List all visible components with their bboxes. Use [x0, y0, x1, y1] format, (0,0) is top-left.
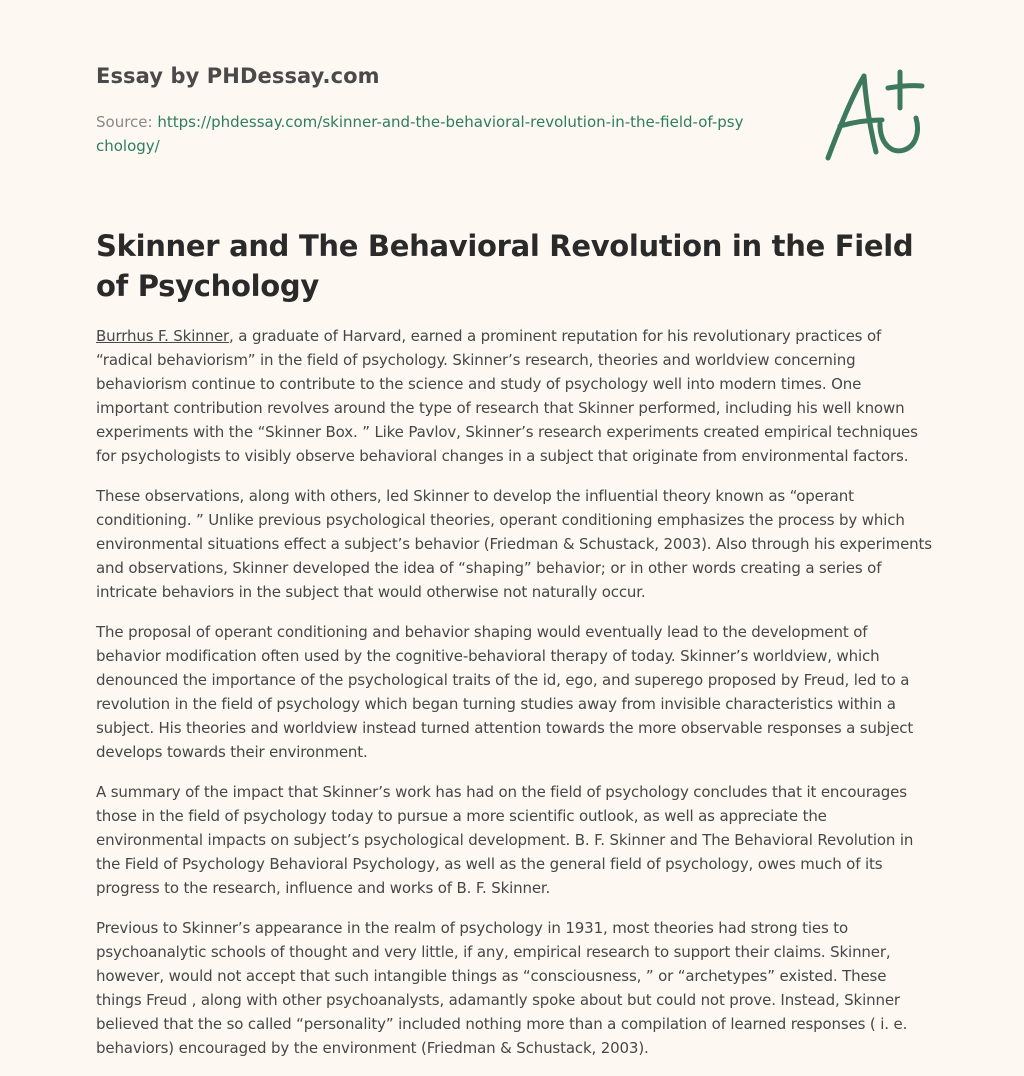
site-title: Essay by PHDessay.com: [96, 64, 380, 88]
source-label: Source:: [96, 113, 153, 131]
source-line: [96, 110, 746, 158]
a-plus-logo-icon: [818, 66, 930, 166]
essay-paragraph: [96, 324, 932, 468]
essay-body: [96, 324, 932, 1076]
essay-paragraph: Previous to Skinner’s appearance in the realm of psychology in 1931, most theories had strong ties to psychoanalytic schools of thought and very little, if any, empirical research to support their claims. Skinner, however, would not accept that such intangible things as “consciousness, ” or “archetypes” existed. These things Freud , along with other psychoanalysts, adamantly spoke about but could not prove. Instead, Skinner believed that the so called “personality” included nothing more than a compilation of learned responses ( i. e. behaviors) encouraged by the environment (Friedman & Schustack, 2003).: [96, 919, 908, 1057]
essay-paragraph: The proposal of operant conditioning and behavior shaping would eventually lead to the development of behavior modification often used by the cognitive-behavioral therapy of today. Skinner’s worldview, which denounced the importance of the psychological traits of the id, ego, and superego proposed by Freud, led to a revolution in the field of psychology which began turning studies away from invisible characteristics within a subject. His theories and worldview instead turned attention towards the more observable responses a subject develops towards their environment.: [96, 623, 914, 761]
essay-paragraph: A summary of the impact that Skinner’s work has had on the field of psychology concludes that it encourages those in the field of psychology today to pursue a more scientific outlook, as well as appreciate the environmental impacts on subject’s psychological development. B. F. Skinner and The Behavioral Revolution in the Field of Psychology Behavioral Psychology, as well as the general field of psychology, owes much of its progress to the research, influence and works of B. F. Skinner.: [96, 783, 914, 897]
essay-paragraph: These observations, along with others, led Skinner to develop the influential theory known as “operant conditioning. ” Unlike previous psychological theories, operant conditioning emphasizes the process by which environmental situations effect a subject’s behavior (Friedman & Schustack, 2003). Also through his experiments and observations, Skinner developed the idea of “shaping” behavior; or in other words creating a series of intricate behaviors in the subject that would otherwise not naturally occur.: [96, 487, 932, 601]
author-link[interactable]: Burrhus F. Skinner: [96, 327, 230, 345]
essay-title: Skinner and The Behavioral Revolution in the Field of Psychology: [96, 229, 914, 303]
essay-paragraph-text: , a graduate of Harvard, earned a prominent reputation for his revolutionary practices of “radical behaviorism” in the field of psychology. Skinner’s research, theories and worldview concerning behaviorism continue to contribute to the science and study of psychology well into modern times. One important contribution revolves around the type of research that Skinner performed, including his well known experiments with the “Skinner Box. ” Like Pavlov, Skinner’s research experiments created empirical techniques for psychologists to visibly observe behavioral changes in a subject that originate from environmental factors.: [96, 327, 918, 465]
source-link[interactable]: https://phdessay.com/skinner-and-the-behavioral-revolution-in-the-field-of-psychology/: [96, 113, 744, 155]
